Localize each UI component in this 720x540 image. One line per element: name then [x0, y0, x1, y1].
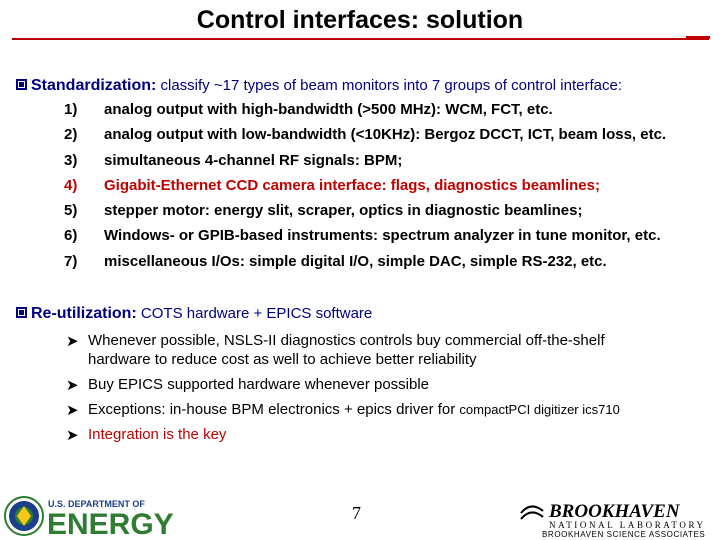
arrow-bullet-icon: ➤: [66, 333, 79, 350]
item-text: Integration is the key: [88, 426, 227, 443]
arrow-bullet-icon: ➤: [66, 402, 79, 419]
item-text: Exceptions: in-house BPM electronics + epics driver for: [88, 401, 460, 418]
standardization-heading: [8, 77, 622, 95]
item-number: 1): [64, 101, 78, 118]
item-text: simultaneous 4-channel RF signals: BPM;: [104, 152, 403, 169]
square-bullet-icon: [16, 79, 27, 90]
item-text: hardware to reduce cost as well to achieve better reliability: [88, 351, 477, 368]
item-text: analog output with low-bandwidth (<10KHz): Bergoz DCCT, ICT, beam loss, etc.: [104, 126, 667, 143]
bnl-line2: NATIONAL LABORATORY: [549, 520, 706, 530]
doe-line2: ENERGY: [47, 508, 174, 538]
item-text: miscellaneous I/Os: simple digital I/O, simple DAC, simple RS-232, etc.: [104, 253, 607, 270]
item-text: analog output with high-bandwidth (>500 MHz): WCM, FCT, etc.: [104, 101, 553, 118]
title-underline: [12, 38, 709, 40]
item-text: Gigabit-Ethernet CCD camera interface: flags, diagnostics beamlines;: [104, 177, 600, 194]
item-text: Buy EPICS supported hardware whenever possible: [88, 376, 430, 393]
item-number: 5): [64, 202, 78, 219]
title-underline-accent: [686, 36, 710, 39]
arrow-bullet-icon: ➤: [66, 377, 79, 394]
item-text-small: compactPCI digitizer ics710: [459, 402, 620, 417]
doe-logo: [4, 494, 180, 538]
reutilization-description: COTS hardware + EPICS software: [136, 305, 373, 322]
item-number: 6): [64, 227, 78, 244]
slide-title: Control interfaces: solution: [196, 6, 524, 34]
item-number: 4): [64, 177, 78, 194]
item-number: 2): [64, 126, 78, 143]
item-number: 7): [64, 253, 78, 270]
item-number: 3): [64, 152, 78, 169]
standardization-label: Standardization:: [31, 77, 157, 94]
bnl-subtitle: BROOKHAVEN SCIENCE ASSOCIATES: [542, 530, 706, 539]
reutilization-label: Re-utilization:: [31, 305, 137, 322]
item-text: Whenever possible, NSLS-II diagnostics controls buy commercial off-the-shelf: [88, 332, 605, 349]
standardization-description: classify ~17 types of beam monitors into 7 groups of control interface:: [156, 77, 622, 94]
reutilization-heading: [8, 305, 372, 323]
doe-line1: U.S. DEPARTMENT OF: [48, 499, 145, 509]
page-number: 7: [352, 503, 361, 523]
square-bullet-icon: [16, 307, 27, 318]
item-text: Windows- or GPIB-based instruments: spectrum analyzer in tune monitor, etc.: [104, 227, 661, 244]
bnl-line1: BROOKHAVEN: [549, 501, 680, 522]
arrow-bullet-icon: ➤: [66, 427, 79, 444]
item-text: stepper motor: energy slit, scraper, optics in diagnostic beamlines;: [104, 202, 583, 219]
